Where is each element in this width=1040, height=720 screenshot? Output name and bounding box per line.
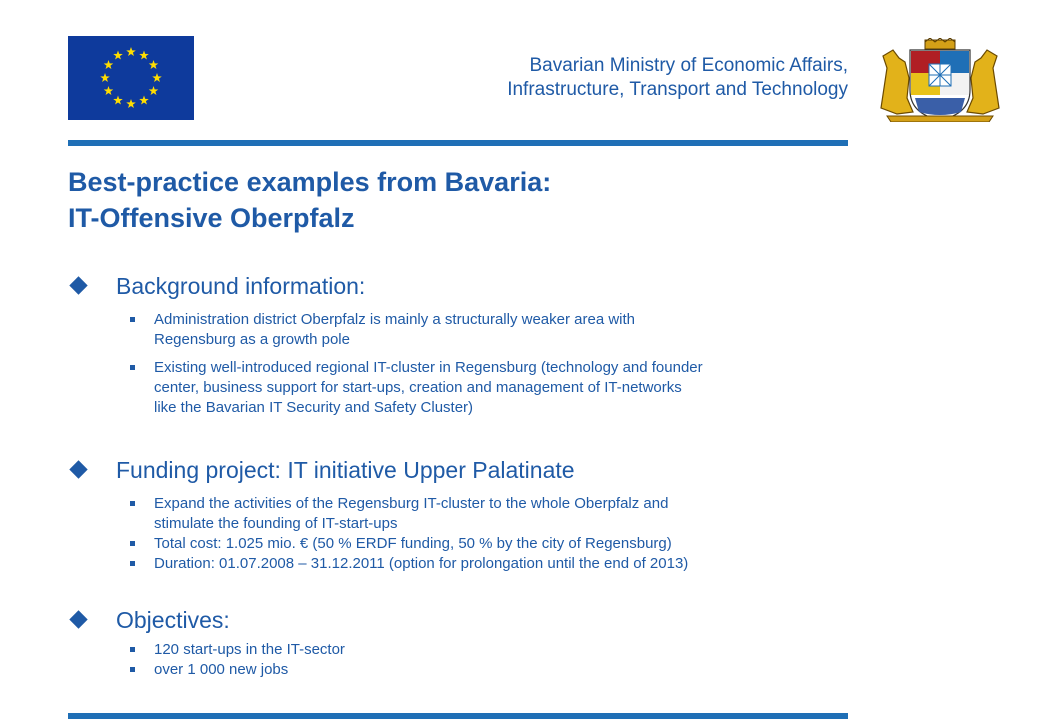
eu-flag-icon: [68, 36, 194, 120]
section-heading-text: Background information:: [116, 273, 366, 299]
list-item: [130, 358, 840, 418]
list-item: [130, 640, 840, 660]
bullet-line: like the Bavarian IT Security and Safety Cluster): [154, 399, 474, 416]
ministry-line-1: Bavarian Ministry of Economic Affairs,: [529, 55, 848, 76]
square-bullet-icon: [130, 317, 135, 322]
diamond-bullet-icon: [69, 460, 87, 478]
bullet-line: center, business support for start-ups, creation and management of IT-networks: [154, 379, 682, 396]
bullet-line: Existing well-introduced regional IT-cluster in Regensburg (technology and founder: [154, 359, 703, 376]
diamond-bullet-icon: [69, 276, 87, 294]
bullet-list-background: [130, 310, 840, 418]
square-bullet-icon: [130, 667, 135, 672]
bullet-line: Administration district Oberpfalz is mainly a structurally weaker area with: [154, 311, 636, 328]
bullet-line: over 1 000 new jobs: [154, 661, 289, 678]
slide-title: [68, 164, 551, 236]
bullet-list-funding: [130, 494, 840, 574]
square-bullet-icon: [130, 365, 135, 370]
bullet-list-objectives: [130, 640, 840, 680]
top-divider: [68, 140, 848, 146]
list-item: [130, 494, 840, 534]
title-line-1: Best-practice examples from Bavaria:: [68, 167, 552, 197]
bullet-line: Regensburg as a growth pole: [154, 331, 350, 348]
square-bullet-icon: [130, 647, 135, 652]
title-line-2: IT-Offensive Oberpfalz: [68, 203, 355, 233]
diamond-bullet-icon: [69, 610, 87, 628]
list-item: [130, 554, 840, 574]
bavarian-coat-of-arms-icon: [877, 38, 1003, 122]
list-item: [130, 310, 840, 350]
section-heading-text: Objectives:: [116, 607, 230, 633]
bullet-line: Total cost: 1.025 mio. € (50 % ERDF funding, 50 % by the city of Regensburg): [154, 535, 672, 552]
bullet-line: stimulate the founding of IT-start-ups: [154, 515, 398, 532]
square-bullet-icon: [130, 541, 135, 546]
bottom-divider: [68, 713, 848, 719]
list-item: [130, 534, 840, 554]
square-bullet-icon: [130, 561, 135, 566]
bullet-line: Duration: 01.07.2008 – 31.12.2011 (option for prolongation until the end of 2013): [154, 555, 689, 572]
ministry-line-2: Infrastructure, Transport and Technology: [507, 79, 848, 100]
list-item: [130, 660, 840, 680]
ministry-name: [400, 54, 848, 102]
bullet-line: 120 start-ups in the IT-sector: [154, 641, 345, 658]
bullet-line: Expand the activities of the Regensburg IT-cluster to the whole Oberpfalz and: [154, 495, 669, 512]
square-bullet-icon: [130, 501, 135, 506]
section-heading-text: Funding project: IT initiative Upper Palatinate: [116, 457, 575, 483]
